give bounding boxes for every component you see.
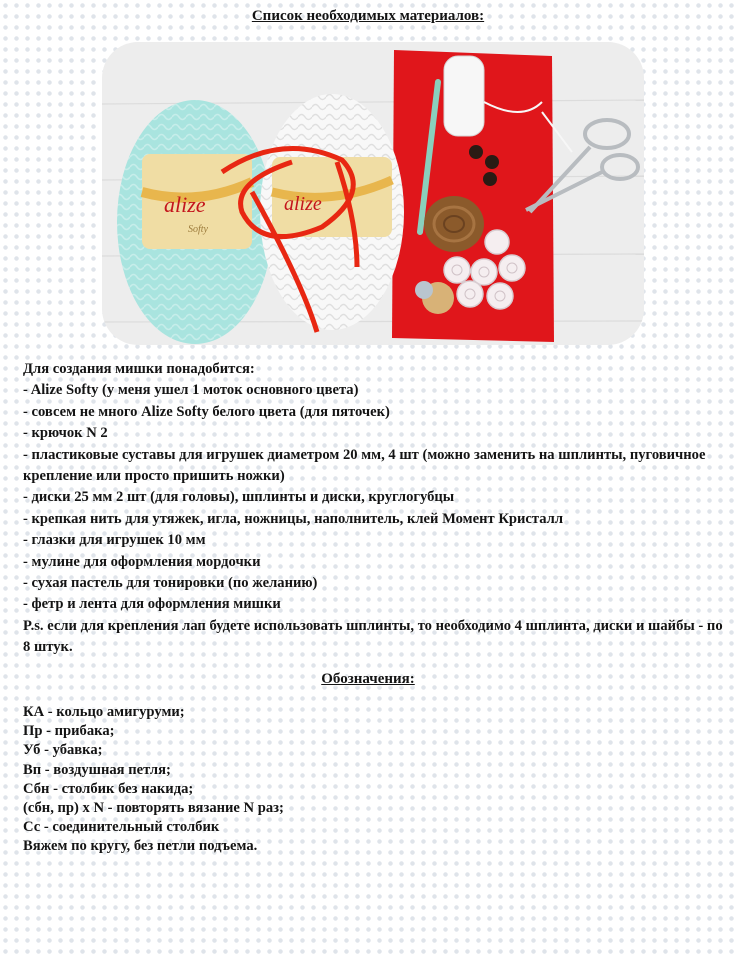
legend-item: Вяжем по кругу, без петли подъема. [23,838,258,855]
legend-item: Пр - прибака; [23,723,115,740]
materials-intro: Для создания мишки понадобится: [23,361,255,377]
material-item: - крепкая нить для утяжек, игла, ножницы, наполнитель, клей Момент Кристалл [23,510,564,527]
legend-item: Сс - соединительный столбик [23,819,220,836]
legend-item: Уб - убавка; [23,742,103,759]
materials-postscript: P.s. если для крепления лап будете использовать шплинты, то необходимо 4 шплинта, диски и шайбы - по 8 штук. [23,617,723,656]
material-item: - крючок N 2 [23,425,108,442]
material-item: - совсем не много Alize Softy белого цвета (для пяточек) [23,403,390,420]
material-item: - глазки для игрушек 10 мм [23,532,206,549]
material-item: - сухая пастель для тонировки (по желанию) [23,575,318,592]
yarn-brand-label-2: alize [284,193,322,215]
material-item: - диски 25 мм 2 шт (для головы), шплинты и диски, круглогубцы [23,489,455,506]
materials-list [23,359,723,659]
legend-list [23,703,723,857]
twine [424,196,484,252]
yarn-brand-label: alize [164,192,206,217]
legend-item: Сбн - столбик без накида; [23,780,194,797]
materials-photo [102,42,644,345]
legend-heading: Обозначения: [321,671,415,687]
material-item: - Alize Softy (у меня ушел 1 моток основного цвета) [23,382,359,399]
yarn-line-label: Softy [188,224,208,235]
legend-item: Вп - воздушная петля; [23,761,171,778]
material-item: - пластиковые суставы для игрушек диаметром 20 мм, 4 шт (можно заменить на шплинты, пуговичное крепление или просто пришить ножки) [23,446,706,485]
legend-item: (сбн, пр) x N - повторять вязание N раз; [23,800,284,817]
material-item: - мулине для оформления мордочки [23,553,261,570]
materials-heading: Список необходимых материалов: [251,8,485,24]
material-item: - фетр и лента для оформления мишки [23,596,281,613]
white-yarn-skein [260,94,404,330]
legend-item: КА - кольцо амигуруми; [23,704,185,720]
